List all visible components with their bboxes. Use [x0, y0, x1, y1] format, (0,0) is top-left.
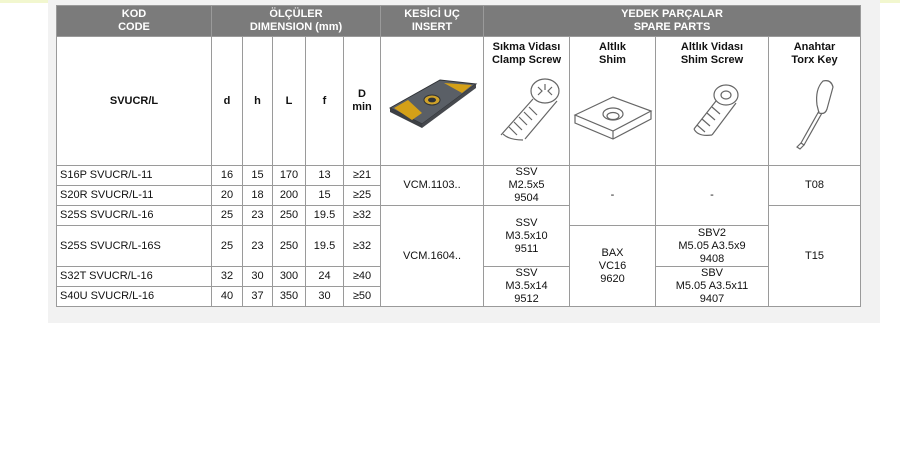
shim-screw-code: 9407: [699, 293, 725, 305]
row-f: 24: [306, 267, 344, 287]
code-column-label: SVUCR/L: [57, 37, 212, 166]
row-code: S25S SVUCR/L-16S: [57, 226, 212, 267]
row-d: 25: [212, 206, 243, 226]
header-insert: [381, 6, 484, 37]
torx-key-code: T15: [769, 206, 861, 307]
row-d: 32: [212, 267, 243, 287]
row-d: 20: [212, 186, 243, 206]
clamp-screw-size: M3.5x14: [505, 280, 548, 292]
row-f: 19.5: [306, 206, 344, 226]
clamp-screw-cell: [484, 166, 570, 206]
row-L: 250: [273, 226, 306, 267]
shim-none: -: [570, 166, 656, 226]
clamp-screw-cell: [484, 206, 570, 267]
shim-type: VC16: [598, 259, 627, 272]
row-d: 16: [212, 166, 243, 186]
product-spec-table: [56, 5, 861, 307]
shim-screw-none: -: [656, 166, 769, 226]
clamp-screw-code: 9504: [514, 192, 539, 204]
shim-name: BAX: [601, 246, 624, 259]
shim-screw-tr: Altlık Vidası: [680, 40, 744, 53]
header-dimension-en: DIMENSION (mm): [249, 21, 343, 33]
shim-cell: [570, 226, 656, 307]
clamp-screw-code: 9512: [514, 293, 539, 305]
header-dimension-tr: ÖLÇÜLER: [269, 8, 323, 20]
row-d: 40: [212, 287, 243, 307]
header-insert-en: INSERT: [411, 21, 453, 33]
clamp-screw-tr: Sıkma Vidası: [492, 40, 561, 53]
row-Dmin: ≥32: [344, 206, 381, 226]
shim-screw-size: M5.05 A3.5x9: [678, 239, 746, 252]
row-f: 30: [306, 287, 344, 307]
clamp-screw-size: M2.5x5: [508, 179, 545, 191]
torx-key-tr: Anahtar: [793, 40, 836, 53]
dim-min-text: min: [352, 101, 372, 113]
shim-code: 9620: [600, 272, 625, 285]
row-code: S40U SVUCR/L-16: [57, 287, 212, 307]
shim-screw-cell: [656, 267, 769, 307]
clamp-screw-name: SSV: [515, 166, 538, 178]
dim-h-label: h: [243, 37, 273, 166]
row-L: 170: [273, 166, 306, 186]
dim-D-text: D: [358, 88, 366, 100]
header-code: [57, 6, 212, 37]
clamp-screw-size: M3.5x10: [505, 229, 548, 242]
row-h: 18: [243, 186, 273, 206]
row-Dmin: ≥40: [344, 267, 381, 287]
header-insert-tr: KESİCİ UÇ: [404, 8, 460, 20]
row-Dmin: ≥21: [344, 166, 381, 186]
torx-key-en: Torx Key: [791, 53, 838, 66]
shim-en: Shim: [599, 53, 626, 66]
torx-key-code: T08: [769, 166, 861, 206]
clamp-screw-en: Clamp Screw: [491, 53, 562, 66]
clamp-screw-name: SSV: [515, 267, 538, 279]
row-code: S16P SVUCR/L-11: [57, 166, 212, 186]
clamp-screw-icon: [487, 67, 567, 162]
header-spare-tr: YEDEK PARÇALAR: [621, 8, 723, 20]
row-f: 13: [306, 166, 344, 186]
shim-screw-size: M5.05 A3.5x11: [675, 280, 749, 292]
dim-f-label: f: [306, 37, 344, 166]
dim-L-label: L: [273, 37, 306, 166]
shim-screw-code: 9408: [699, 252, 725, 265]
insert-code: VCM.1604..: [381, 206, 484, 307]
shim-screw-cell: [656, 226, 769, 267]
header-spare-en: SPARE PARTS: [633, 21, 711, 33]
row-Dmin: ≥50: [344, 287, 381, 307]
shim-icon: [571, 67, 655, 162]
row-code: S32T SVUCR/L-16: [57, 267, 212, 287]
torx-key-header: [769, 37, 861, 166]
table-row: [57, 166, 861, 186]
row-L: 300: [273, 267, 306, 287]
shim-tr: Altlık: [599, 40, 626, 53]
row-Dmin: ≥25: [344, 186, 381, 206]
clamp-screw-header: [484, 37, 570, 166]
row-d: 25: [212, 226, 243, 267]
shim-screw-name: SBV: [700, 267, 723, 279]
shim-header: [570, 37, 656, 166]
torx-key-icon: [775, 67, 855, 162]
row-code: S20R SVUCR/L-11: [57, 186, 212, 206]
clamp-screw-code: 9511: [514, 242, 539, 255]
header-code-tr: KOD: [121, 8, 147, 20]
row-h: 37: [243, 287, 273, 307]
row-h: 23: [243, 206, 273, 226]
insert-code: VCM.1103..: [381, 166, 484, 206]
shim-screw-icon: [672, 67, 752, 162]
dim-Dmin-label: [344, 37, 381, 166]
clamp-screw-cell: [484, 267, 570, 307]
row-code: S25S SVUCR/L-16: [57, 206, 212, 226]
header-spare-parts: [484, 6, 861, 37]
header-code-en: CODE: [118, 21, 150, 33]
row-f: 19.5: [306, 226, 344, 267]
row-f: 15: [306, 186, 344, 206]
row-Dmin: ≥32: [344, 226, 381, 267]
row-L: 350: [273, 287, 306, 307]
row-h: 15: [243, 166, 273, 186]
row-L: 200: [273, 186, 306, 206]
insert-image: [384, 66, 480, 136]
shim-screw-header: [656, 37, 769, 166]
row-h: 30: [243, 267, 273, 287]
dim-d-label: d: [212, 37, 243, 166]
clamp-screw-name: SSV: [515, 216, 538, 229]
shim-screw-name: SBV2: [697, 226, 727, 239]
header-dimension: [212, 6, 381, 37]
row-L: 250: [273, 206, 306, 226]
insert-image-cell: [381, 37, 484, 166]
shim-screw-en: Shim Screw: [680, 53, 744, 66]
row-h: 23: [243, 226, 273, 267]
